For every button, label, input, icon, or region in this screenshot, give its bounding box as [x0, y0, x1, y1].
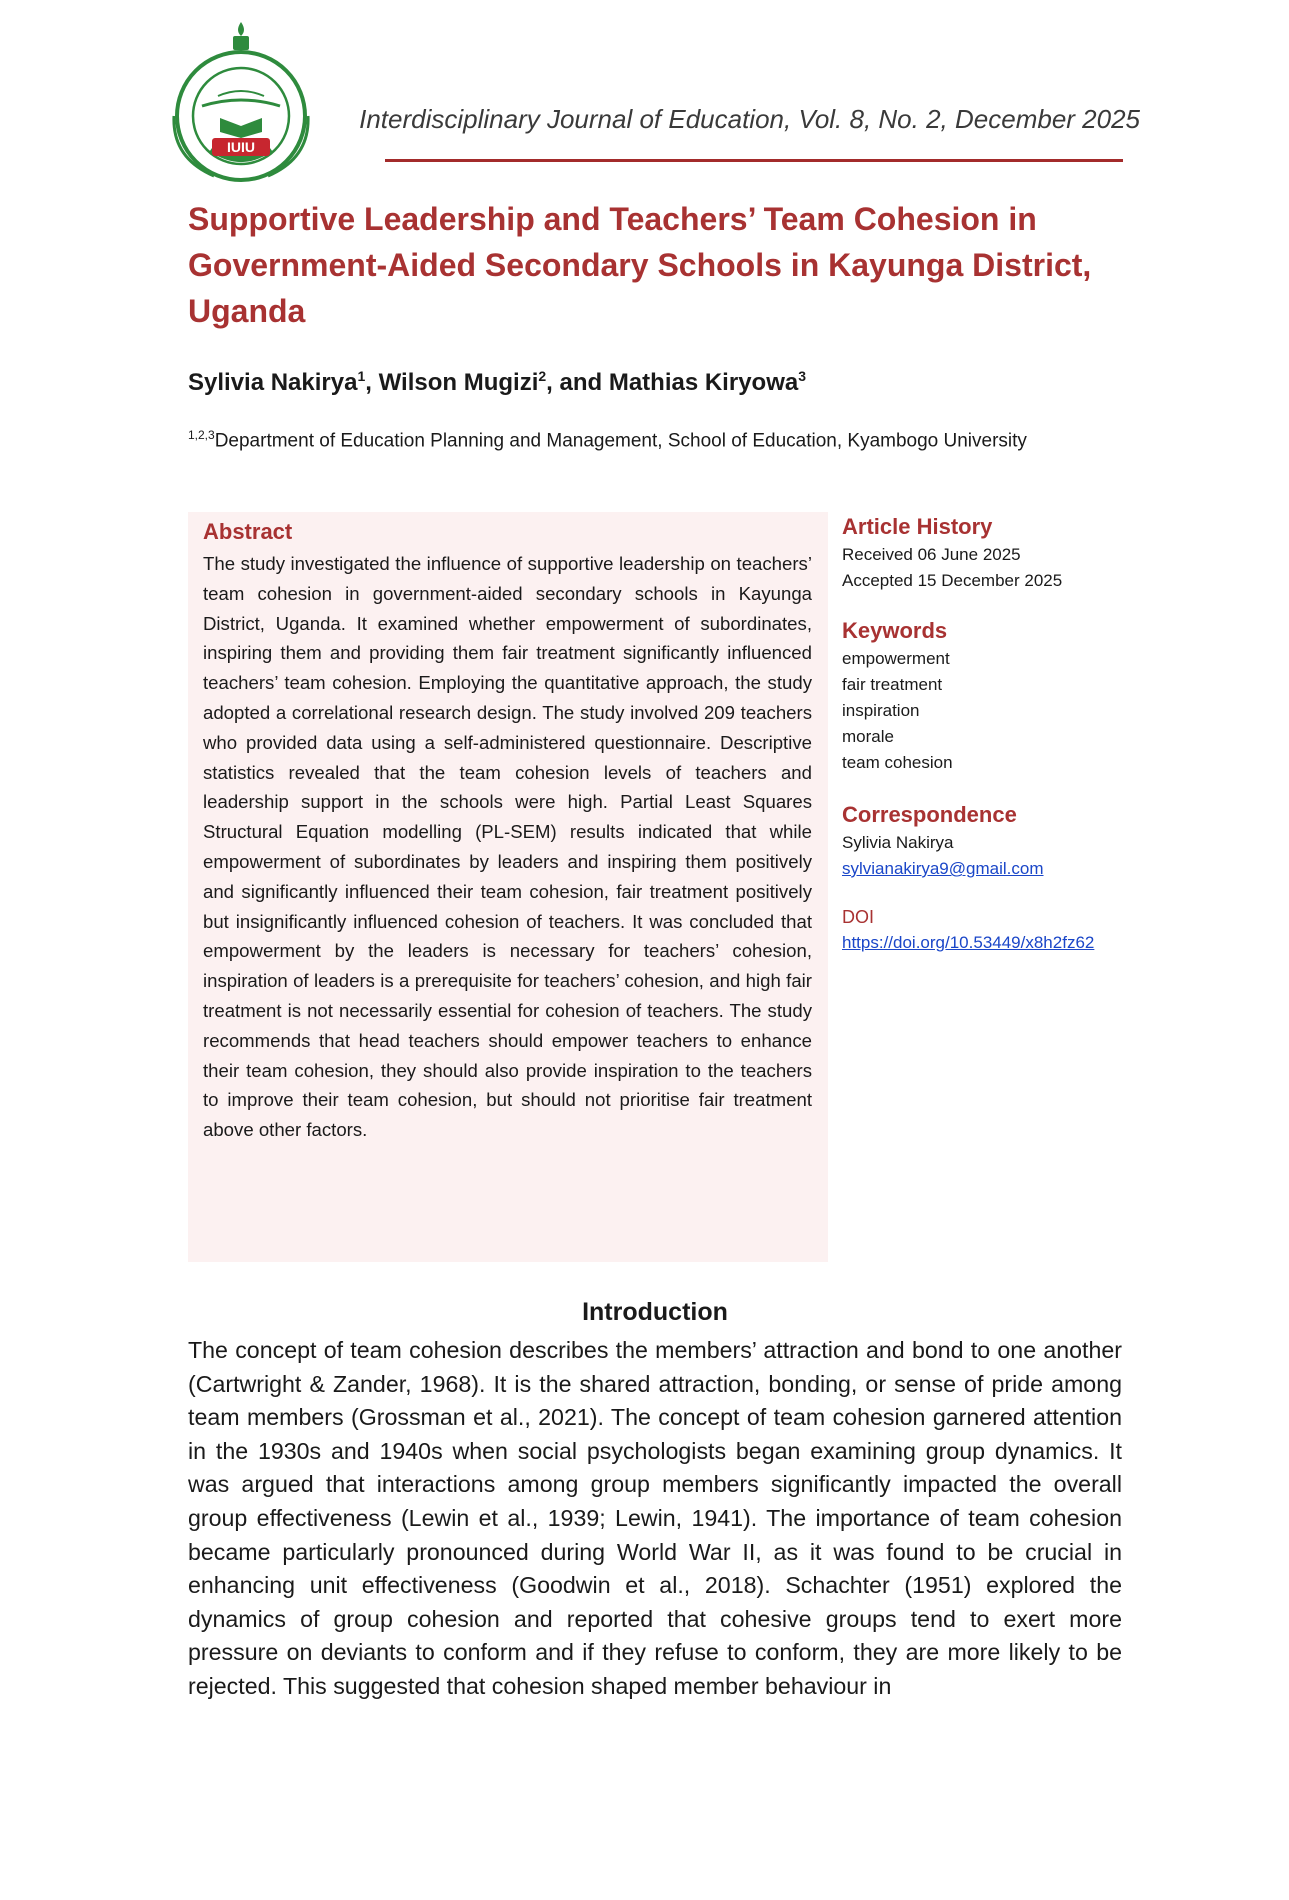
- author-name: Wilson Mugizi: [378, 369, 539, 396]
- abstract-box: [188, 512, 828, 1262]
- received-date: Received 06 June 2025: [842, 545, 1021, 564]
- affiliation-sup: 1,2,3: [188, 428, 215, 442]
- keyword-item: inspiration: [842, 701, 920, 720]
- author-sup: 1: [357, 368, 366, 384]
- keyword-item: fair treatment: [842, 675, 943, 694]
- author-sep: ,: [365, 369, 379, 396]
- correspondence-heading: Correspondence: [842, 802, 1017, 827]
- author-sep: , and: [546, 369, 609, 396]
- logo-text: IUIU: [227, 139, 255, 155]
- keyword-item: team cohesion: [842, 753, 953, 772]
- author-sup: 3: [798, 368, 807, 384]
- author-list: [188, 368, 806, 397]
- accepted-date: Accepted 15 December 2025: [842, 571, 1063, 590]
- affiliation: [188, 420, 1068, 456]
- affiliation-text: Department of Education Planning and Management, School of Education, Kyambogo University: [214, 430, 1027, 452]
- abstract-heading: Abstract: [203, 519, 293, 544]
- journal-header: Interdisciplinary Journal of Education, Vol. 8, No. 2, December 2025: [359, 104, 1140, 134]
- email-link[interactable]: sylvianakirya9@gmail.com: [842, 859, 1044, 878]
- article-sidebar: [842, 512, 1142, 956]
- article-history-heading: Article History: [842, 514, 993, 539]
- doi-label: DOI: [842, 907, 875, 927]
- abstract-text: The study investigated the influence of supportive leadership on teachers’ team cohesion in government-aided secondary schools in Kayunga District, Uganda. It examined whether empowerment of subordinates, inspiring them and providing them fair treatment significantly influenced teachers’ team cohesion. Employing the quantitative approach, the study adopted a correlational research design. The study involved 209 teachers who provided data using a self-administered questionnaire. Descriptive statistics revealed that the team cohesion levels of teachers and leadership support in the schools were high. Partial Least Squares Structural Equation modelling (PL-SEM) results indicated that while empowerment of subordinates by leaders and inspiring them positively and significantly influenced their team cohesion, fair treatment positively but insignificantly influenced cohesion of teachers. It was concluded that empowerment by the leaders is necessary for teachers’ cohesion, inspiration of leaders is a prerequisite for teachers’ cohesion, and high fair treatment is not necessarily essential for cohesion of teachers. The study recommends that head teachers should empower teachers to enhance their team cohesion, they should also provide inspiration to the teachers to improve their team cohesion, but should not prioritise fair treatment above other factors.: [203, 553, 812, 1141]
- introduction-heading: Introduction: [582, 1298, 728, 1326]
- author-sup: 2: [538, 368, 547, 384]
- logo-finial: [238, 22, 244, 36]
- introduction-text: The concept of team cohesion describes the members’ attraction and bond to one another (Cartwright & Zander, 1968). It is the shared attraction, bonding, or sense of pride among team members (Grossman et al., 2021). The concept of team cohesion garnered attention in the 1930s and 1940s when social psychologists began examining group dynamics. It was argued that interactions among group members significantly impacted the overall group effectiveness (Lewin et al., 1939; Lewin, 1941). The importance of team cohesion became particularly pronounced during World War II, as it was found to be crucial in enhancing unit effectiveness (Goodwin et al., 2018). Schachter (1951) explored the dynamics of group cohesion and reported that cohesive groups tend to exert more pressure on deviants to conform and if they refuse to conform, they are more likely to be rejected. This suggested that cohesion shaped member behaviour in: [188, 1337, 1122, 1699]
- keywords-heading: Keywords: [842, 618, 948, 643]
- header-divider: [385, 159, 1123, 162]
- logo-dome: [233, 36, 249, 50]
- keyword-item: morale: [842, 727, 894, 746]
- author-name: Sylivia Nakirya: [188, 369, 358, 396]
- author-name: Mathias Kiryowa: [608, 369, 799, 396]
- keyword-item: empowerment: [842, 649, 950, 668]
- iuiu-logo: [168, 18, 314, 182]
- doi-link[interactable]: https://doi.org/10.53449/x8h2fz62: [842, 933, 1095, 952]
- correspondent-name: Sylivia Nakirya: [842, 833, 954, 852]
- article-title: Supportive Leadership and Teachers’ Team Cohesion in Government-Aided Secondary Schools in Kayunga District, Uganda: [188, 201, 1092, 329]
